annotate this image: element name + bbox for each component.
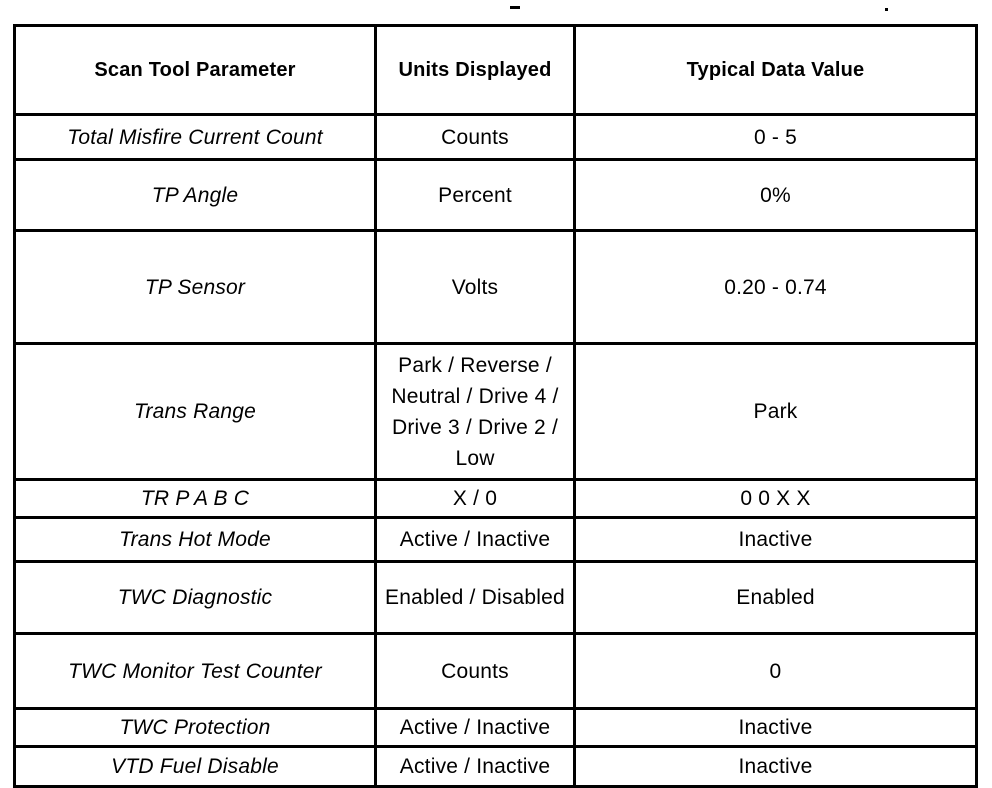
parameter-cell: Total Misfire Current Count	[15, 115, 376, 160]
value-cell: Inactive	[575, 747, 977, 787]
table-row	[15, 160, 977, 231]
parameter-cell: Trans Hot Mode	[15, 518, 376, 562]
value-cell: 0 - 5	[575, 115, 977, 160]
table-row	[15, 344, 977, 480]
parameter-cell: TR P A B C	[15, 480, 376, 518]
units-cell: Active / Inactive	[376, 747, 575, 787]
parameter-cell: TWC Monitor Test Counter	[15, 634, 376, 709]
header-scan-tool-parameter: Scan Tool Parameter	[15, 26, 376, 115]
units-cell: Volts	[376, 231, 575, 344]
parameter-cell: VTD Fuel Disable	[15, 747, 376, 787]
table-row	[15, 231, 977, 344]
value-cell: 0.20 - 0.74	[575, 231, 977, 344]
header-typical-data-value: Typical Data Value	[575, 26, 977, 115]
parameter-cell: Trans Range	[15, 344, 376, 480]
units-cell: Enabled / Disabled	[376, 562, 575, 634]
value-cell: 0	[575, 634, 977, 709]
table-row	[15, 518, 977, 562]
table-header-row	[15, 26, 977, 115]
units-cell: Percent	[376, 160, 575, 231]
table-row	[15, 115, 977, 160]
units-cell: Active / Inactive	[376, 518, 575, 562]
value-cell: Enabled	[575, 562, 977, 634]
parameter-cell: TP Angle	[15, 160, 376, 231]
table-row	[15, 562, 977, 634]
value-cell: Inactive	[575, 518, 977, 562]
value-cell: Park	[575, 344, 977, 480]
scan-artifact-mark	[510, 6, 520, 9]
table-row	[15, 480, 977, 518]
units-cell: X / 0	[376, 480, 575, 518]
scan-artifact-dot	[885, 8, 888, 11]
value-cell: 0%	[575, 160, 977, 231]
scan-tool-parameter-table	[13, 24, 978, 788]
table-row	[15, 747, 977, 787]
units-text: Park / Reverse / Neutral / Drive 4 / Drive 3 / Drive 2 / Low	[391, 353, 559, 470]
table-row	[15, 634, 977, 709]
units-cell: Counts	[376, 115, 575, 160]
header-units-displayed: Units Displayed	[376, 26, 575, 115]
table-row	[15, 709, 977, 747]
parameter-cell: TP Sensor	[15, 231, 376, 344]
value-cell: 0 0 X X	[575, 480, 977, 518]
parameter-cell: TWC Protection	[15, 709, 376, 747]
parameter-cell: TWC Diagnostic	[15, 562, 376, 634]
units-cell: Active / Inactive	[376, 709, 575, 747]
value-cell: Inactive	[575, 709, 977, 747]
units-cell	[376, 344, 575, 480]
units-cell: Counts	[376, 634, 575, 709]
